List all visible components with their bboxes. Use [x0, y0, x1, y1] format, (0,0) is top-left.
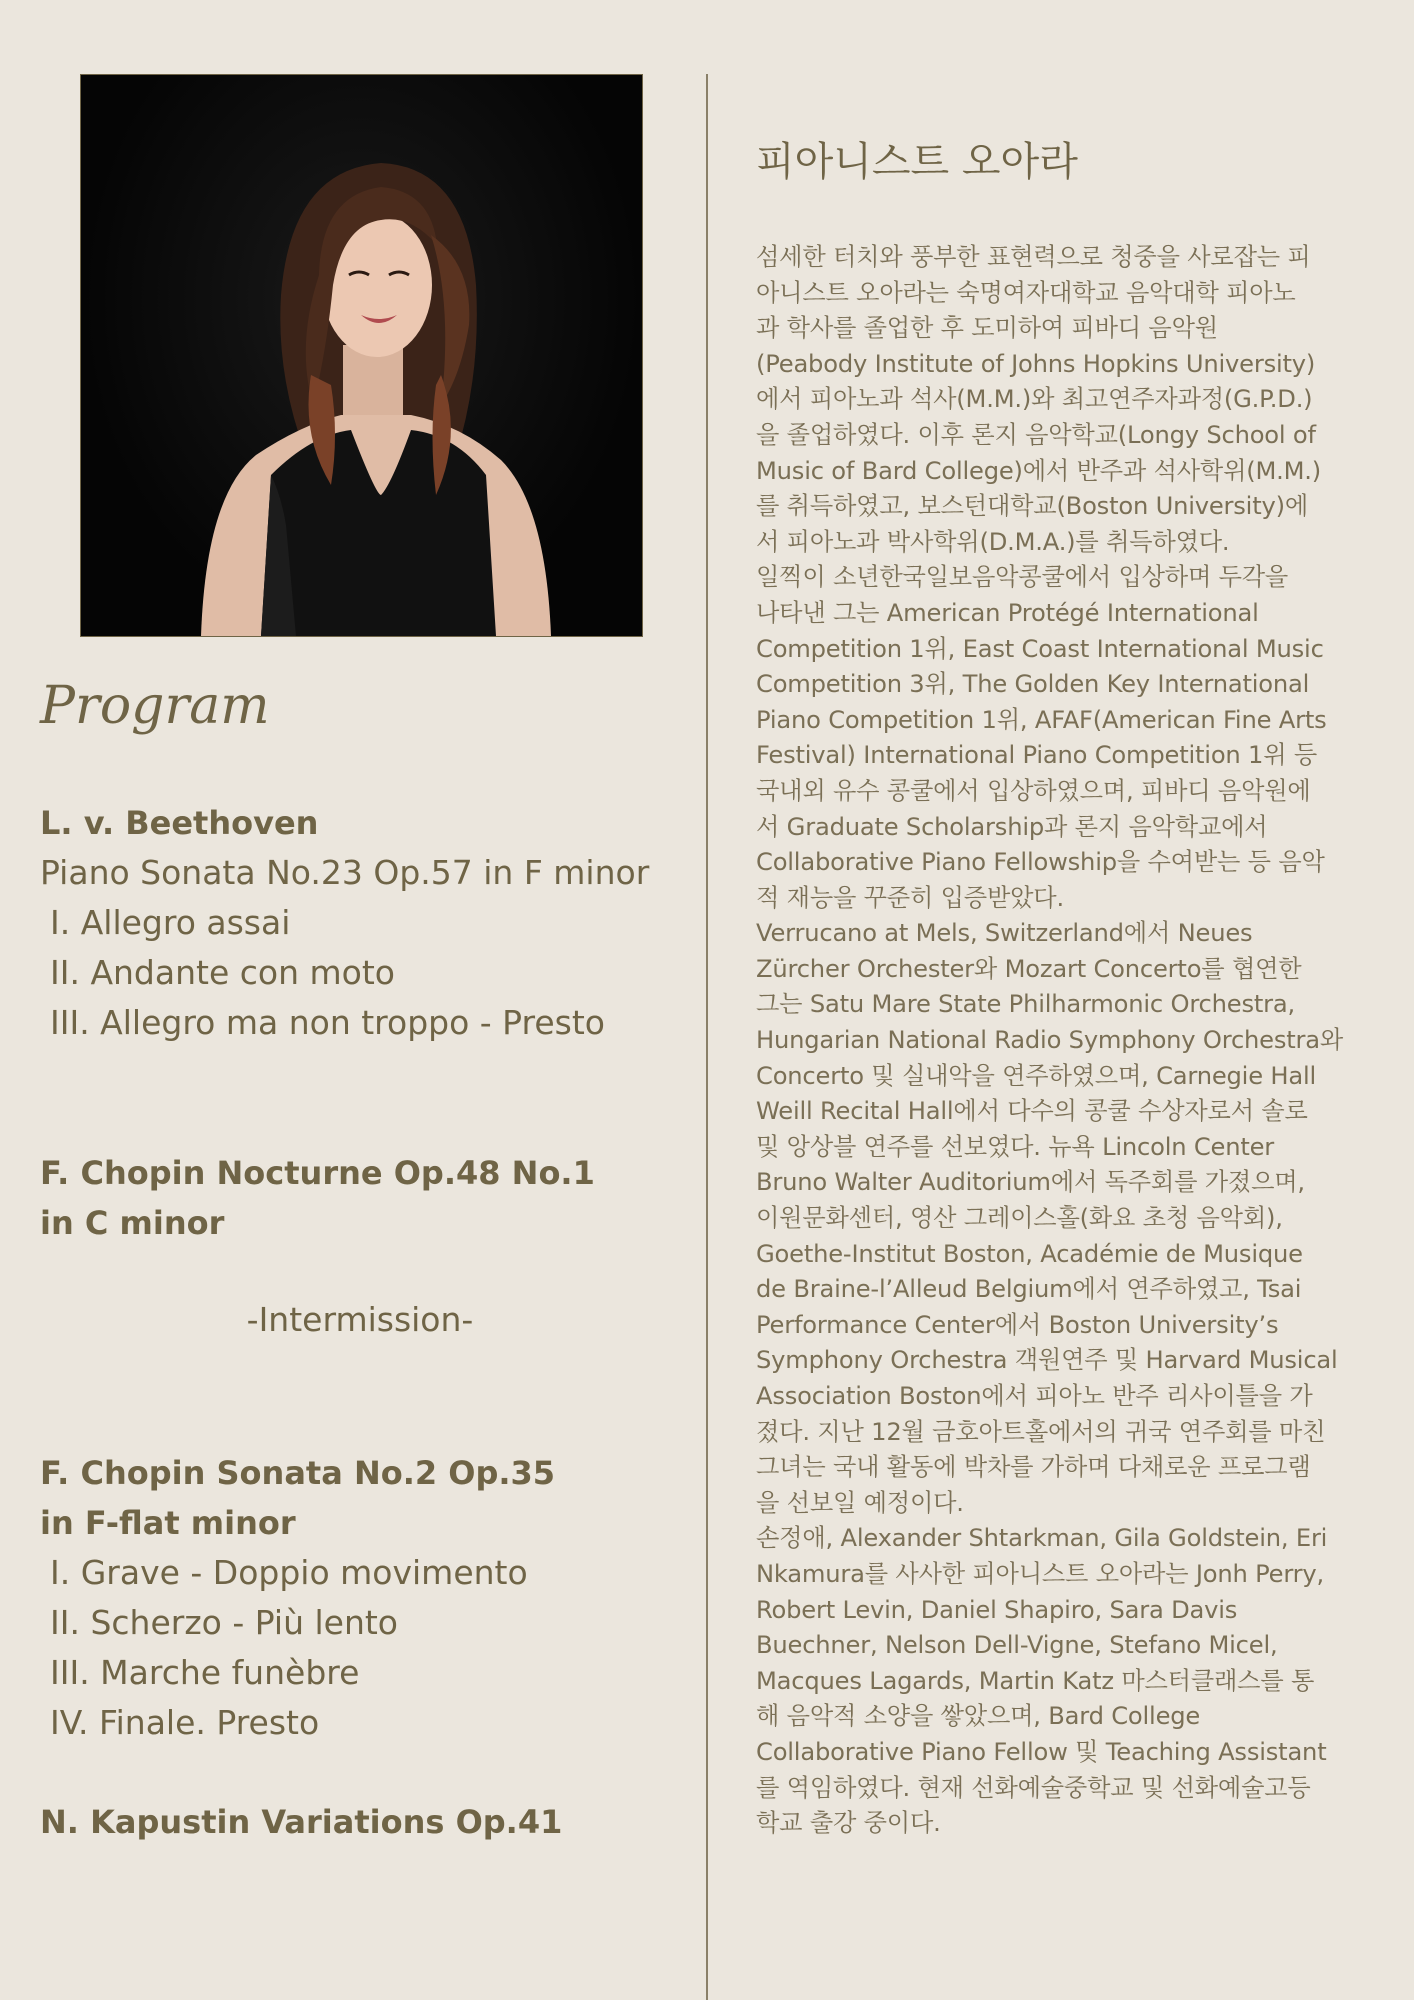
bio-line: 학교 출강 중이다. — [756, 1809, 941, 1838]
bio-line: 그녀는 국내 활동에 박차를 가하며 다채로운 프로그램 — [756, 1453, 1311, 1482]
beethoven-composer: L. v. Beethoven — [40, 804, 319, 842]
bio-line: 그는 Satu Mare State Philharmonic Orchestra, — [756, 990, 1296, 1019]
bio-line: Collaborative Piano Fellow 및 Teaching Assistant — [756, 1737, 1327, 1766]
bio-line: Bruno Walter Auditorium에서 독주회를 가졌으며, — [756, 1168, 1305, 1197]
bio-line: Goethe-Institut Boston, Académie de Musique — [756, 1239, 1303, 1268]
sonata-movement: II. Scherzo - Più lento — [50, 1603, 398, 1642]
bio-line: Festival) International Piano Competition 1위 등 — [756, 741, 1318, 770]
bio-text — [756, 240, 1371, 1842]
bio-line: 를 역임하였다. 현재 선화예술중학교 및 선화예술고등 — [756, 1773, 1311, 1802]
sonata-title-line2: in F-flat minor — [40, 1504, 296, 1542]
bio-line: Music of Bard College)에서 반주과 석사학위(M.M.) — [756, 456, 1322, 485]
bio-line: Robert Levin, Daniel Shapiro, Sara Davis — [756, 1595, 1238, 1624]
bio-line: 를 취득하였고, 보스턴대학교(Boston University)에 — [756, 492, 1308, 521]
bio-line: Hungarian National Radio Symphony Orchestra와 — [756, 1026, 1344, 1055]
bio-line: (Peabody Institute of Johns Hopkins University) — [756, 349, 1316, 378]
program-heading: Program — [40, 676, 270, 736]
bio-line: Zürcher Orchester와 Mozart Concerto를 협연한 — [756, 954, 1302, 983]
bio-line: 이원문화센터, 영산 그레이스홀(화요 초청 음악회), — [756, 1204, 1283, 1233]
nocturne-title-line1: F. Chopin Nocturne Op.48 No.1 — [40, 1154, 595, 1192]
bio-line: Performance Center에서 Boston University’s — [756, 1310, 1279, 1339]
bio-line: 을 선보일 예정이다. — [756, 1488, 964, 1517]
bio-line: 을 졸업하였다. 이후 론지 음악학교(Longy School of — [756, 420, 1316, 449]
bio-line: 손정애, Alexander Shtarkman, Gila Goldstein, Eri — [756, 1524, 1328, 1553]
bio-line: 섬세한 터치와 풍부한 표현력으로 청중을 사로잡는 피 — [756, 243, 1311, 271]
bio-line: Macques Lagards, Martin Katz 마스터클래스를 통 — [756, 1666, 1315, 1695]
nocturne-block — [40, 1148, 595, 1248]
beethoven-movement: III. Allegro ma non troppo - Presto — [50, 1003, 605, 1042]
bio-line: de Braine-l’Alleud Belgium에서 연주하였고, Tsai — [756, 1275, 1302, 1304]
bio-line: 국내외 유수 콩쿨에서 입상하였으며, 피바디 음악원에 — [756, 776, 1311, 805]
bio-line: 나타낸 그는 American Protégé International — [756, 598, 1259, 627]
bio-line: Buechner, Nelson Dell-Vigne, Stefano Micel, — [756, 1631, 1278, 1660]
nocturne-title-line2: in C minor — [40, 1204, 225, 1242]
bio-line: Symphony Orchestra 객원연주 및 Harvard Musical — [756, 1346, 1338, 1375]
bio-line: 적 재능을 꾸준히 입증받았다. — [756, 883, 1064, 912]
beethoven-block — [40, 798, 649, 1048]
bio-line: 서 피아노과 박사학위(D.M.A.)를 취득하였다. — [756, 527, 1230, 556]
column-divider — [706, 74, 708, 2000]
bio-line: Collaborative Piano Fellowship을 수여받는 등 음악 — [756, 848, 1325, 877]
bio-line: Piano Competition 1위, AFAF(American Fine Arts — [756, 705, 1327, 734]
bio-line: 해 음악적 소양을 쌓았으며, Bard College — [756, 1702, 1201, 1731]
bio-line: 졌다. 지난 12월 금호아트홀에서의 귀국 연주회를 마친 — [756, 1417, 1326, 1446]
beethoven-work: Piano Sonata No.23 Op.57 in F minor — [40, 853, 650, 892]
sonata-title-line1: F. Chopin Sonata No.2 Op.35 — [40, 1454, 556, 1492]
bio-line: 아니스트 오아라는 숙명여자대학교 음악대학 피아노 — [756, 278, 1296, 307]
sonata-movement: I. Grave - Doppio movimento — [50, 1553, 528, 1592]
bio-line: Verrucano at Mels, Switzerland에서 Neues — [756, 919, 1253, 948]
intermission-label: -Intermission- — [246, 1300, 474, 1339]
bio-line: Concerto 및 실내악을 연주하였으며, Carnegie Hall — [756, 1061, 1317, 1090]
bio-line: Nkamura를 사사한 피아니스트 오아라는 Jonh Perry, — [756, 1559, 1325, 1588]
sonata-movement: IV. Finale. Presto — [50, 1703, 320, 1742]
bio-line: Weill Recital Hall에서 다수의 콩쿨 수상자로서 솔로 — [756, 1097, 1308, 1126]
pianist-portrait-photo-icon — [81, 75, 642, 636]
bio-line: 일찍이 소년한국일보음악콩쿨에서 입상하며 두각을 — [756, 563, 1289, 592]
bio-line: 에서 피아노과 석사(M.M.)와 최고연주자과정(G.P.D.) — [756, 385, 1313, 414]
beethoven-movement: II. Andante con moto — [50, 953, 395, 992]
bio-title: 피아니스트 오아라 — [756, 139, 1078, 185]
bio-line: 서 Graduate Scholarship과 론지 음악학교에서 — [756, 812, 1268, 841]
beethoven-movement: I. Allegro assai — [50, 903, 291, 942]
chopin-sonata-block — [40, 1448, 555, 1748]
pianist-photo — [80, 74, 643, 637]
bio-line: 과 학사를 졸업한 후 도미하여 피바디 음악원 — [756, 314, 1218, 343]
bio-line: Association Boston에서 피아노 반주 리사이틀을 가 — [756, 1382, 1313, 1410]
kapustin-block — [40, 1797, 562, 1847]
kapustin-title: N. Kapustin Variations Op.41 — [40, 1803, 563, 1841]
bio-line: 및 앙상블 연주를 선보였다. 뉴욕 Lincoln Center — [756, 1132, 1275, 1161]
bio-line: Competition 1위, East Coast International Music — [756, 634, 1324, 663]
sonata-movement: III. Marche funèbre — [50, 1653, 360, 1692]
bio-line: Competition 3위, The Golden Key International — [756, 670, 1310, 699]
